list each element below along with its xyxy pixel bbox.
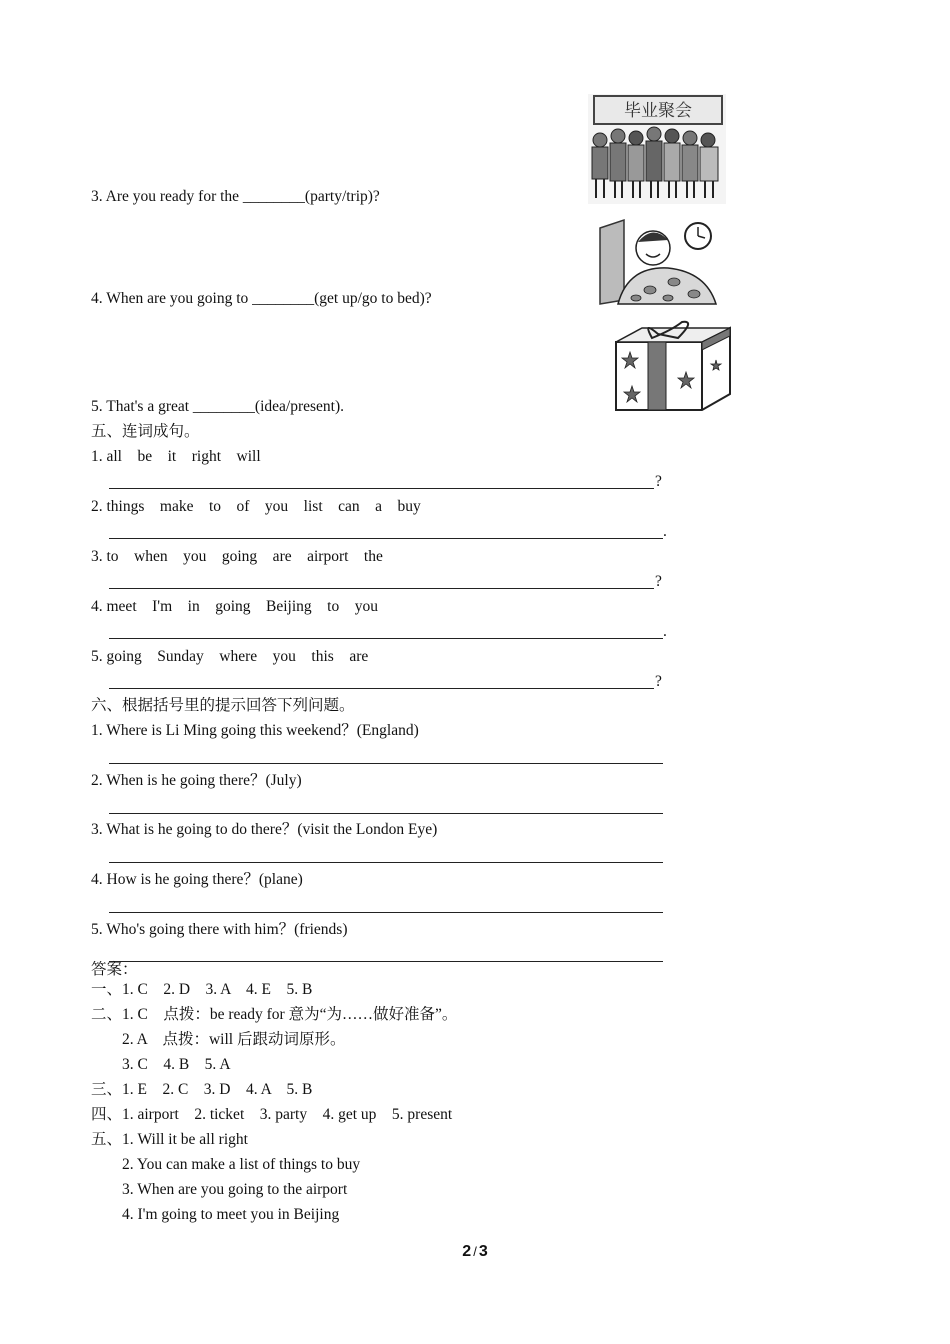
end-punctuation: ? <box>655 673 662 690</box>
page-separator: / <box>473 1244 477 1259</box>
answers-title: 答案： <box>91 961 138 978</box>
answer-line <box>109 688 654 689</box>
party-picture <box>588 94 726 204</box>
section-5-item-4: 4. meet I'm in going Beijing to you <box>91 598 378 615</box>
question-4-4: 4. When are you going to ________(get up/go to bed)? <box>91 290 432 307</box>
section-5-item-2: 2. things make to of you list can a buy <box>91 498 421 515</box>
gift-picture <box>612 320 736 412</box>
answer-line-6: 四、1. airport 2. ticket 3. party 4. get up 5. present <box>91 1106 453 1123</box>
answer-line <box>109 912 663 913</box>
section-6-item-4: 4. How is he going there？(plane) <box>91 871 303 888</box>
end-punctuation: . <box>663 623 667 640</box>
answer-line <box>109 488 654 489</box>
answer-line-3: 2. A 点拨：will 后跟动词原形。 <box>91 1031 346 1048</box>
section-5-item-1: 1. all be it right will <box>91 448 261 465</box>
answer-line-1: 一、1. C 2. D 3. A 4. E 5. B <box>91 981 313 998</box>
end-punctuation: . <box>663 523 667 540</box>
section-5-item-3: 3. to when you going are airport the <box>91 548 383 565</box>
section-6-item-3: 3. What is he going to do there？(visit the London Eye) <box>91 821 438 838</box>
answer-line-5: 三、1. E 2. C 3. D 4. A 5. B <box>91 1081 313 1098</box>
party-sign-text: 毕业聚会 <box>624 101 692 121</box>
answer-line-9: 3. When are you going to the airport <box>91 1181 348 1198</box>
answer-line <box>109 763 663 764</box>
question-4-3: 3. Are you ready for the ________(party/trip)? <box>91 188 380 205</box>
section-6-item-1: 1. Where is Li Ming going this weekend？(England) <box>91 722 419 739</box>
answer-line-8: 2. You can make a list of things to buy <box>91 1156 361 1173</box>
section-6-item-2: 2. When is he going there？(July) <box>91 772 302 789</box>
answer-line <box>109 961 663 962</box>
answer-line <box>109 538 663 539</box>
end-punctuation: ? <box>655 573 662 590</box>
answer-line-10: 4. I'm going to meet you in Beijing <box>91 1206 340 1223</box>
answer-line-2: 二、1. C 点拨：be ready for 意为“为……做好准备”。 <box>91 1006 458 1023</box>
answer-line <box>109 638 663 639</box>
page-current: 2 <box>462 1243 472 1260</box>
answer-line <box>109 813 663 814</box>
section-6-title: 六、根据括号里的提示回答下列问题。 <box>91 697 355 714</box>
section-6-item-5: 5. Who's going there with him？(friends) <box>91 921 348 938</box>
page-total: 3 <box>478 1243 488 1260</box>
answer-line <box>109 588 654 589</box>
question-4-5: 5. That's a great ________(idea/present). <box>91 398 345 415</box>
answer-line <box>109 862 663 863</box>
bed-picture <box>598 218 718 306</box>
section-5-item-5: 5. going Sunday where you this are <box>91 648 369 665</box>
end-punctuation: ? <box>655 473 662 490</box>
page-number <box>0 1243 950 1261</box>
answer-line-4: 3. C 4. B 5. A <box>91 1056 231 1073</box>
answer-line-7: 五、1. Will it be all right <box>91 1131 248 1148</box>
section-5-title: 五、连词成句。 <box>91 423 200 440</box>
